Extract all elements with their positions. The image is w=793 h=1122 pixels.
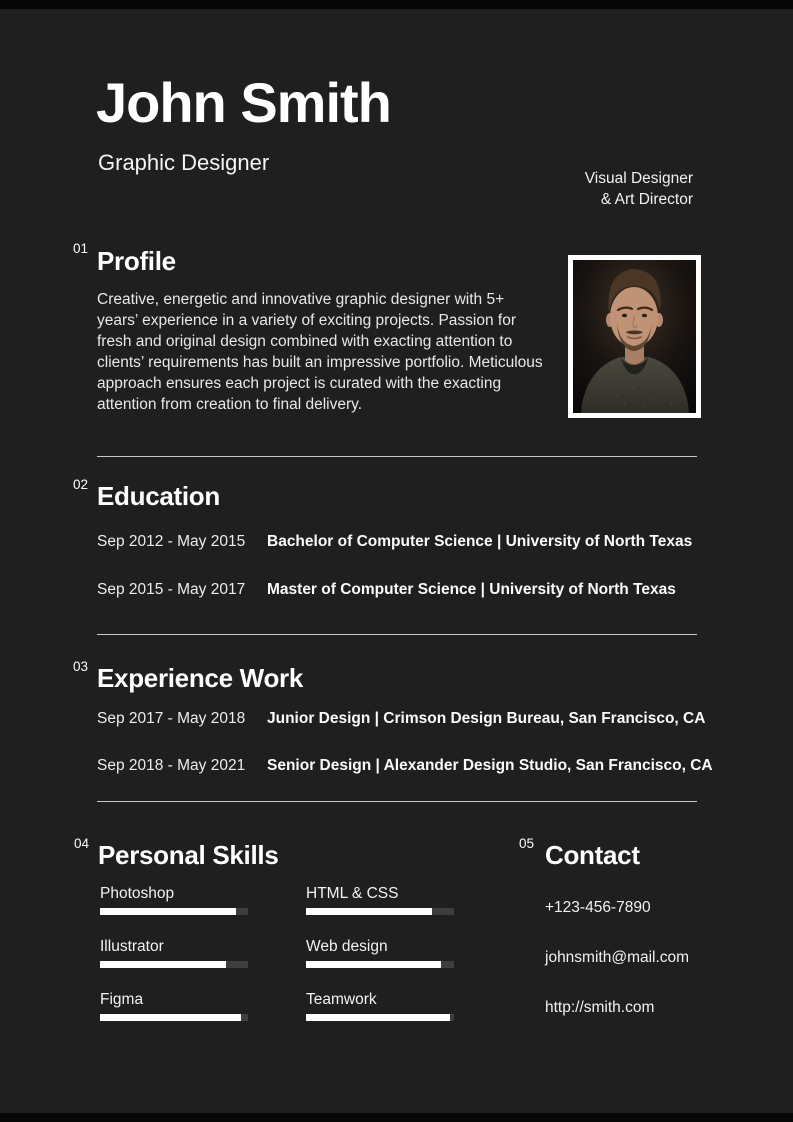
skill-bar-track <box>306 1014 454 1021</box>
section-number-education: 02 <box>73 477 89 492</box>
experience-row <box>97 710 705 728</box>
skill-item <box>100 884 248 915</box>
section-number-contact: 05 <box>519 836 535 851</box>
section-number-skills: 04 <box>74 836 90 851</box>
bottom-edge-strip <box>0 1113 793 1122</box>
skill-item <box>100 990 248 1021</box>
section-title-contact: Contact <box>545 840 640 870</box>
skill-bar-fill <box>306 1014 450 1021</box>
skill-bar-fill <box>306 908 432 915</box>
top-edge-strip <box>0 0 793 9</box>
skills-column-right <box>306 884 454 1043</box>
portrait-photo-illustration <box>573 260 696 413</box>
skill-item <box>306 990 454 1021</box>
skill-item <box>100 937 248 968</box>
section-title-experience: Experience Work <box>97 663 304 693</box>
experience-detail: Junior Design | Crimson Design Bureau, San Francisco, CA <box>267 710 706 727</box>
education-dates: Sep 2012 - May 2015 <box>97 533 246 550</box>
experience-detail: Senior Design | Alexander Design Studio, San Francisco, CA <box>267 757 713 774</box>
tagline <box>585 168 693 210</box>
skill-label: HTML & CSS <box>306 885 399 902</box>
skill-bar-track <box>306 908 454 915</box>
section-divider <box>97 801 697 802</box>
skill-label: Figma <box>100 991 144 1008</box>
skill-label: Photoshop <box>100 885 175 902</box>
tagline-line-2: & Art Director <box>600 191 693 208</box>
experience-dates: Sep 2017 - May 2018 <box>97 710 246 727</box>
section-number-profile: 01 <box>73 241 89 256</box>
section-title-education: Education <box>97 481 220 511</box>
section-divider <box>97 634 697 635</box>
tagline-line-1: Visual Designer <box>584 170 693 187</box>
education-row <box>97 533 692 551</box>
job-title: Graphic Designer <box>98 150 270 175</box>
skill-bar-fill <box>306 961 441 968</box>
education-detail: Master of Computer Science | University of North Texas <box>267 581 676 598</box>
skill-item <box>306 884 454 915</box>
name-heading: John Smith <box>96 71 391 134</box>
section-number-experience: 03 <box>73 659 89 674</box>
skills-column-left <box>100 884 248 1043</box>
contact-email: johnsmith@mail.com <box>545 949 690 966</box>
skill-bar-track <box>100 961 248 968</box>
skill-bar-track <box>100 908 248 915</box>
contact-phone: +123-456-7890 <box>545 899 651 916</box>
profile-summary: Creative, energetic and innovative graphic designer with 5+ years’ experience in a variety of exciting projects. Passion for fresh and original design combined with exacting attention to clients’ requirements has built an impressive portfolio. Meticulous approach ensures each project is curated with the exacting attention from creation to final delivery. <box>97 291 543 413</box>
section-title-profile: Profile <box>97 246 176 276</box>
experience-dates: Sep 2018 - May 2021 <box>97 757 246 774</box>
skill-item <box>306 937 454 968</box>
experience-row <box>97 757 713 775</box>
skill-label: Teamwork <box>306 991 377 1008</box>
education-row <box>97 581 676 599</box>
portrait-photo <box>568 255 701 418</box>
contact-website: http://smith.com <box>545 999 655 1016</box>
skill-label: Illustrator <box>100 938 164 955</box>
skill-bar-fill <box>100 1014 241 1021</box>
skill-label: Web design <box>306 938 388 955</box>
skill-bar-track <box>306 961 454 968</box>
education-detail: Bachelor of Computer Science | University of North Texas <box>267 533 693 550</box>
education-dates: Sep 2015 - May 2017 <box>97 581 246 598</box>
section-divider <box>97 456 697 457</box>
skill-bar-fill <box>100 961 226 968</box>
skill-bar-track <box>100 1014 248 1021</box>
skill-bar-fill <box>100 908 236 915</box>
section-title-skills: Personal Skills <box>98 840 279 870</box>
